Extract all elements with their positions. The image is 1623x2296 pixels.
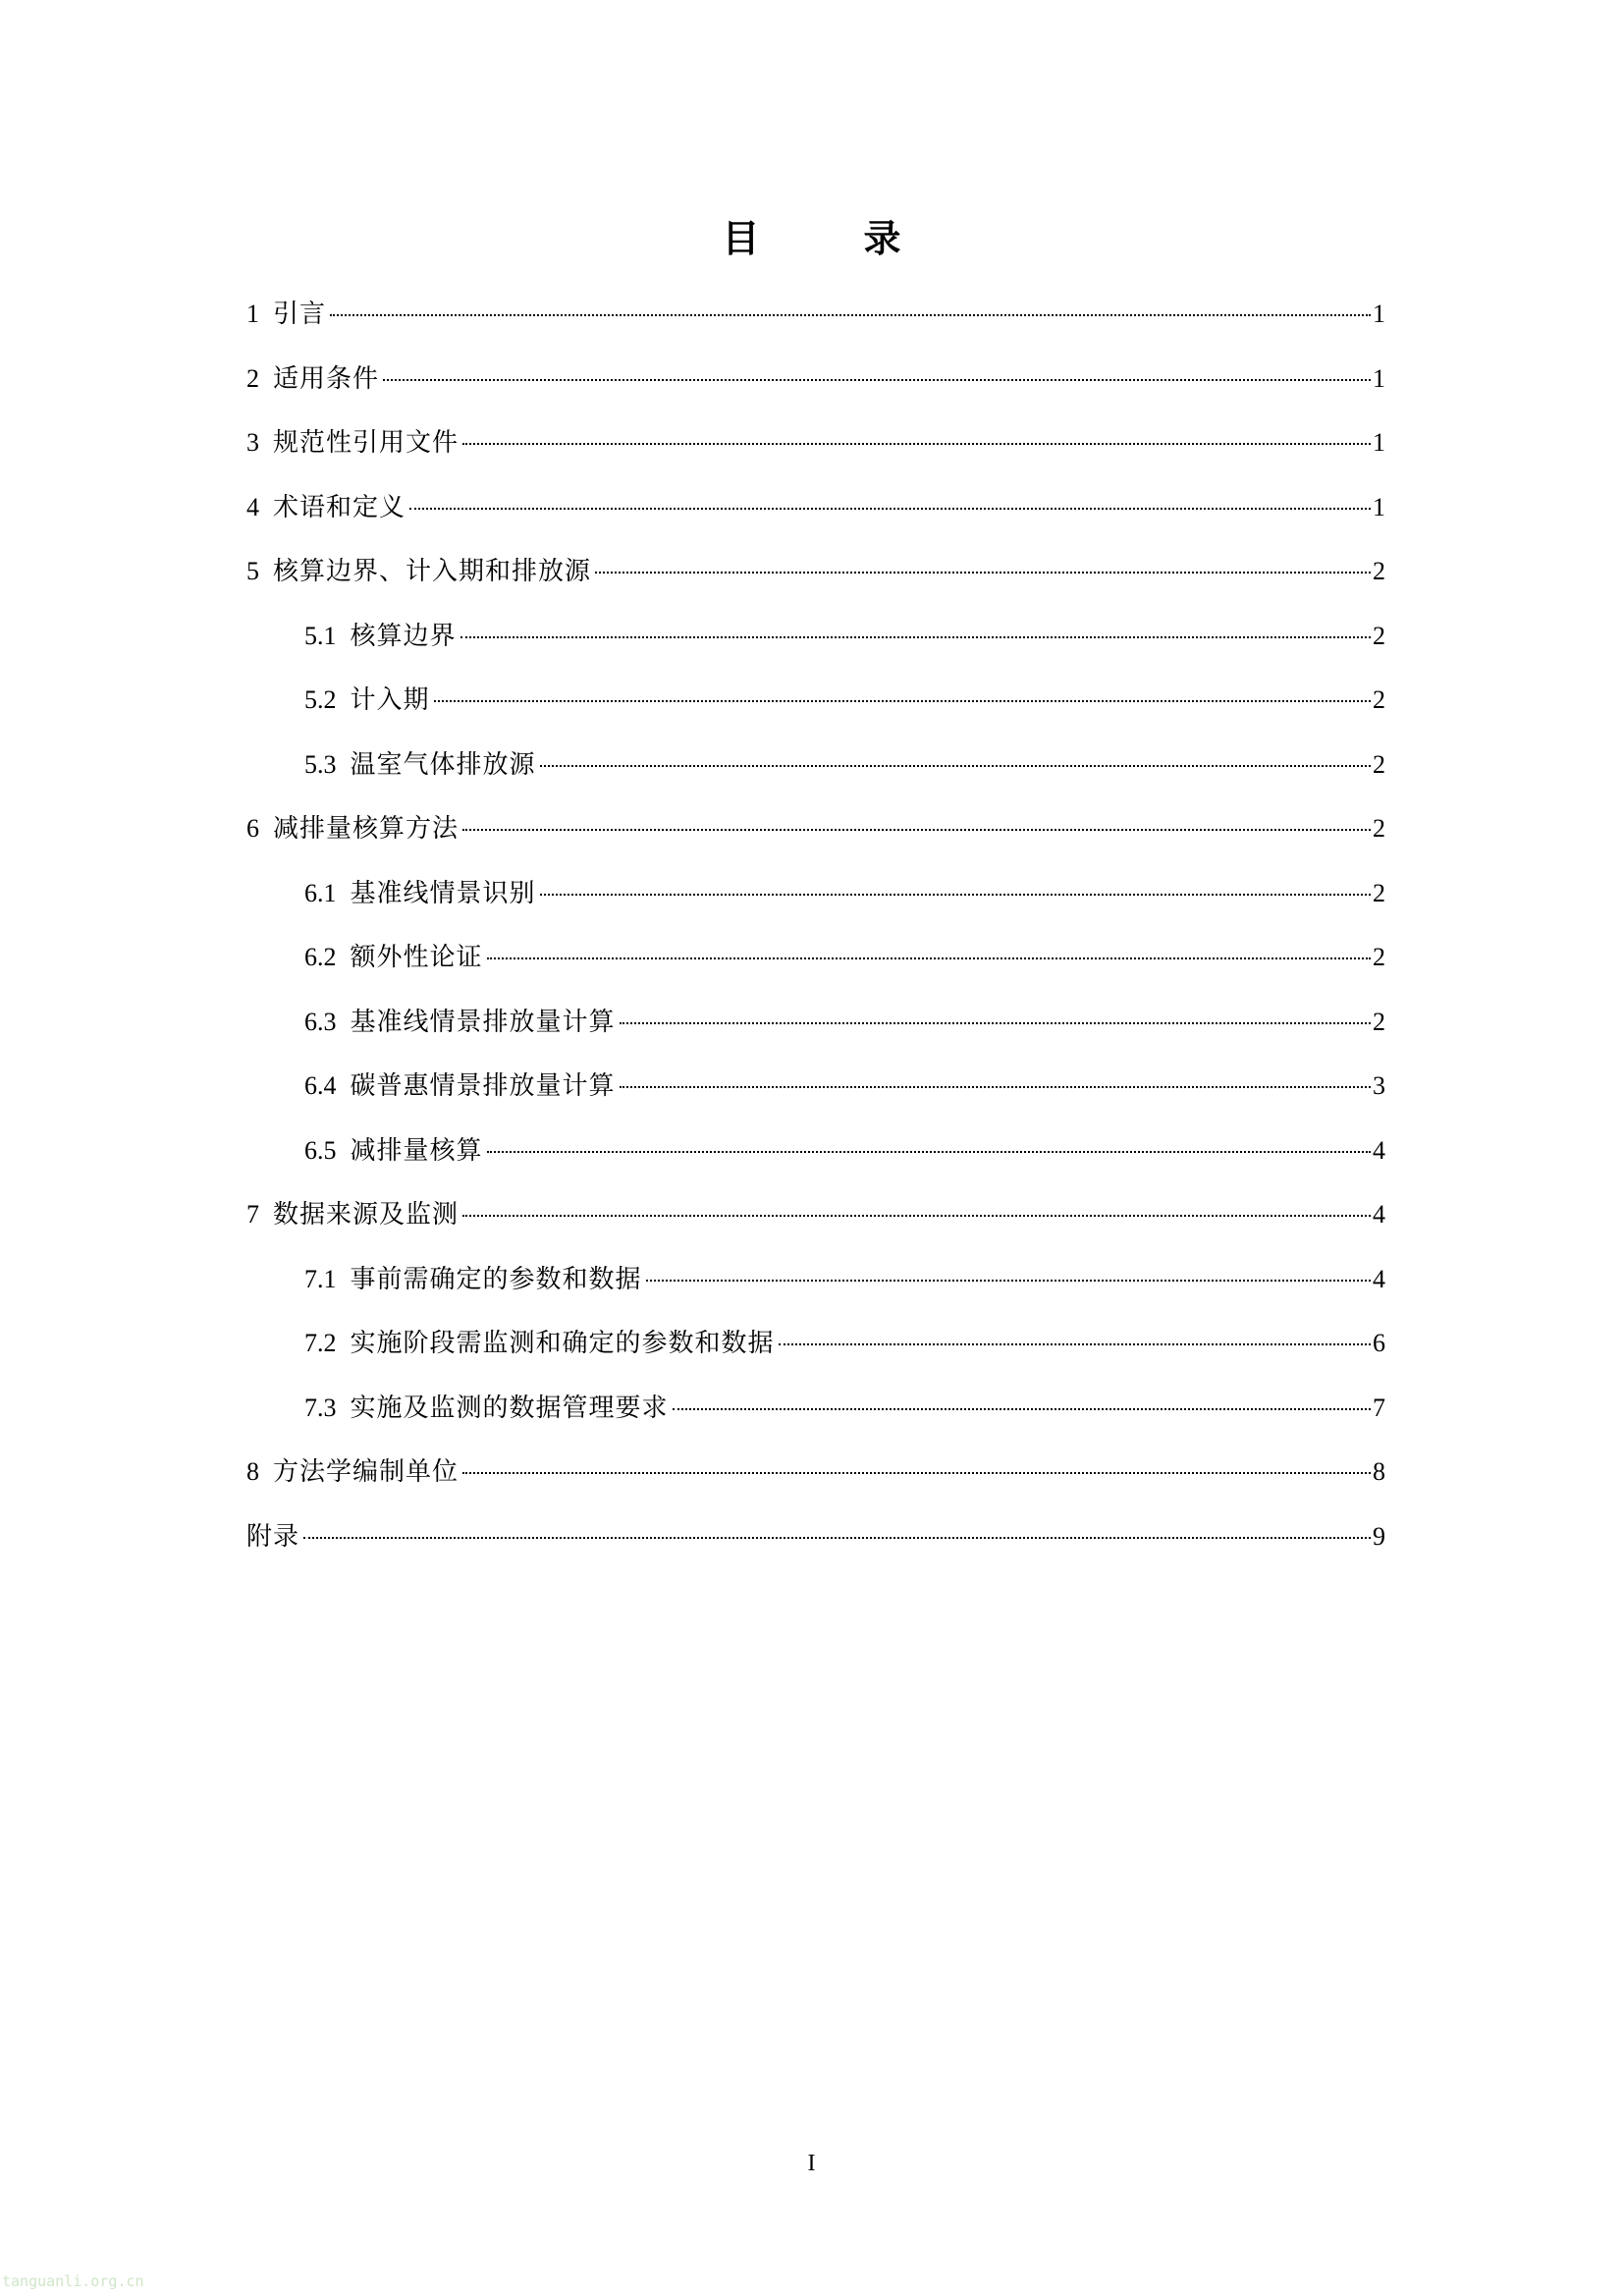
toc-entry[interactable] <box>246 1449 1385 1513</box>
toc-entry-number: 5.1 <box>304 621 337 650</box>
toc-entry-title: 核算边界、计入期和排放源 <box>273 557 592 586</box>
toc-entry-number: 3 <box>246 428 259 457</box>
toc-dot-leader <box>409 508 1371 510</box>
toc-entry[interactable] <box>246 1063 1385 1127</box>
toc-entry-title: 温室气体排放源 <box>350 749 536 780</box>
page-number: I <box>807 2151 816 2176</box>
toc-entry-title: 核算边界 <box>350 621 457 651</box>
toc-entry[interactable] <box>246 934 1385 999</box>
toc-dot-leader <box>434 700 1371 702</box>
toc-dot-leader <box>646 1280 1371 1282</box>
toc-entry-page: 2 <box>1373 878 1385 907</box>
toc-entry[interactable] <box>246 677 1385 741</box>
toc-entry-number: 2 <box>246 363 259 393</box>
toc-entry-page: 4 <box>1373 1135 1385 1165</box>
watermark: tanguanli.org.cn <box>2 2272 144 2290</box>
toc-dot-leader <box>303 1537 1371 1539</box>
toc-entry-title: 额外性论证 <box>350 943 483 972</box>
toc-dot-leader <box>540 765 1371 767</box>
toc-entry-number: 4 <box>246 492 259 521</box>
toc-entry-page: 3 <box>1373 1071 1385 1100</box>
toc-entry-page: 9 <box>1373 1521 1385 1551</box>
toc-entry-number: 5.3 <box>304 749 337 779</box>
toc-entry-title: 实施及监测的数据管理要求 <box>350 1393 669 1423</box>
toc-entry[interactable] <box>246 1513 1385 1578</box>
toc-entry-page: 4 <box>1373 1264 1385 1293</box>
toc-entry[interactable] <box>246 355 1385 420</box>
toc-entry-number: 8 <box>246 1457 259 1486</box>
toc-dot-leader <box>460 636 1371 638</box>
toc-entry-title: 适用条件 <box>273 363 380 394</box>
toc-entry-page: 2 <box>1373 814 1385 843</box>
toc-dot-leader <box>779 1343 1371 1345</box>
toc-dot-leader <box>487 957 1371 959</box>
toc-entry-number: 7.2 <box>304 1329 337 1357</box>
toc-entry-page: 2 <box>1373 621 1385 650</box>
toc-entry-page: 4 <box>1373 1200 1385 1229</box>
toc-entry-page: 7 <box>1373 1393 1385 1422</box>
toc-entry-page: 2 <box>1373 557 1385 585</box>
toc-entry-page: 6 <box>1373 1329 1385 1357</box>
toc-entry-number: 6.1 <box>304 878 337 907</box>
toc-entry-number: 6.4 <box>304 1071 337 1100</box>
toc-entry-title: 附录 <box>246 1521 300 1552</box>
toc-dot-leader <box>487 1151 1371 1153</box>
toc-entry-number: 6.5 <box>304 1135 337 1165</box>
toc-entry-title: 规范性引用文件 <box>273 428 460 458</box>
toc-entry-title: 基准线情景排放量计算 <box>350 1007 616 1037</box>
toc-entry-page: 8 <box>1373 1457 1385 1486</box>
toc-entry-title: 实施阶段需监测和确定的参数和数据 <box>350 1329 775 1358</box>
toc-entry-number: 5 <box>246 557 259 585</box>
toc-dot-leader <box>462 829 1371 831</box>
toc-entry[interactable] <box>246 1256 1385 1321</box>
toc-entry-page: 1 <box>1373 363 1385 393</box>
toc-entry-title: 事前需确定的参数和数据 <box>350 1264 642 1294</box>
table-of-contents <box>246 291 1385 1577</box>
toc-entry-title: 计入期 <box>350 685 430 715</box>
toc-entry-page: 1 <box>1373 300 1385 328</box>
toc-dot-leader <box>673 1408 1371 1410</box>
page-title: 目 录 <box>722 217 935 260</box>
toc-entry-page: 1 <box>1373 492 1385 521</box>
toc-entry-page: 1 <box>1373 428 1385 457</box>
toc-entry[interactable] <box>246 1320 1385 1385</box>
toc-dot-leader <box>330 314 1371 316</box>
toc-entry-page: 2 <box>1373 749 1385 779</box>
toc-entry-number: 6 <box>246 814 259 843</box>
toc-entry-title: 术语和定义 <box>273 492 406 522</box>
toc-entry-title: 减排量核算 <box>350 1135 483 1166</box>
toc-entry[interactable] <box>246 291 1385 355</box>
toc-dot-leader <box>383 379 1371 381</box>
toc-dot-leader <box>620 1086 1371 1088</box>
toc-entry[interactable] <box>246 484 1385 549</box>
toc-entry-title: 方法学编制单位 <box>273 1457 460 1487</box>
toc-entry-title: 引言 <box>273 300 327 329</box>
toc-dot-leader <box>462 1472 1371 1474</box>
toc-entry-title: 减排量核算方法 <box>273 814 460 844</box>
toc-dot-leader <box>620 1022 1371 1024</box>
toc-entry-page: 2 <box>1373 943 1385 971</box>
toc-entry-number: 7.1 <box>304 1264 337 1293</box>
toc-entry[interactable] <box>246 870 1385 935</box>
toc-entry-number: 1 <box>246 300 259 328</box>
toc-dot-leader <box>462 1215 1371 1217</box>
toc-dot-leader <box>462 443 1371 445</box>
toc-entry-title: 基准线情景识别 <box>350 878 536 908</box>
toc-dot-leader <box>540 894 1371 896</box>
toc-entry-number: 7 <box>246 1200 259 1229</box>
toc-entry-title: 碳普惠情景排放量计算 <box>350 1071 616 1101</box>
toc-entry[interactable] <box>246 613 1385 678</box>
toc-dot-leader <box>595 572 1371 574</box>
toc-entry[interactable] <box>246 1127 1385 1192</box>
toc-entry-number: 6.3 <box>304 1007 337 1036</box>
toc-entry-number: 5.2 <box>304 685 337 714</box>
toc-entry-title: 数据来源及监测 <box>273 1200 460 1230</box>
toc-entry[interactable] <box>246 999 1385 1064</box>
toc-entry[interactable] <box>246 1385 1385 1449</box>
toc-entry-number: 7.3 <box>304 1393 337 1422</box>
toc-entry[interactable] <box>246 741 1385 806</box>
toc-entry[interactable] <box>246 805 1385 870</box>
toc-entry-number: 6.2 <box>304 943 337 971</box>
toc-entry[interactable] <box>246 419 1385 484</box>
toc-entry-page: 2 <box>1373 1007 1385 1036</box>
toc-entry[interactable] <box>246 548 1385 613</box>
toc-entry-page: 2 <box>1373 685 1385 714</box>
toc-entry[interactable] <box>246 1191 1385 1256</box>
